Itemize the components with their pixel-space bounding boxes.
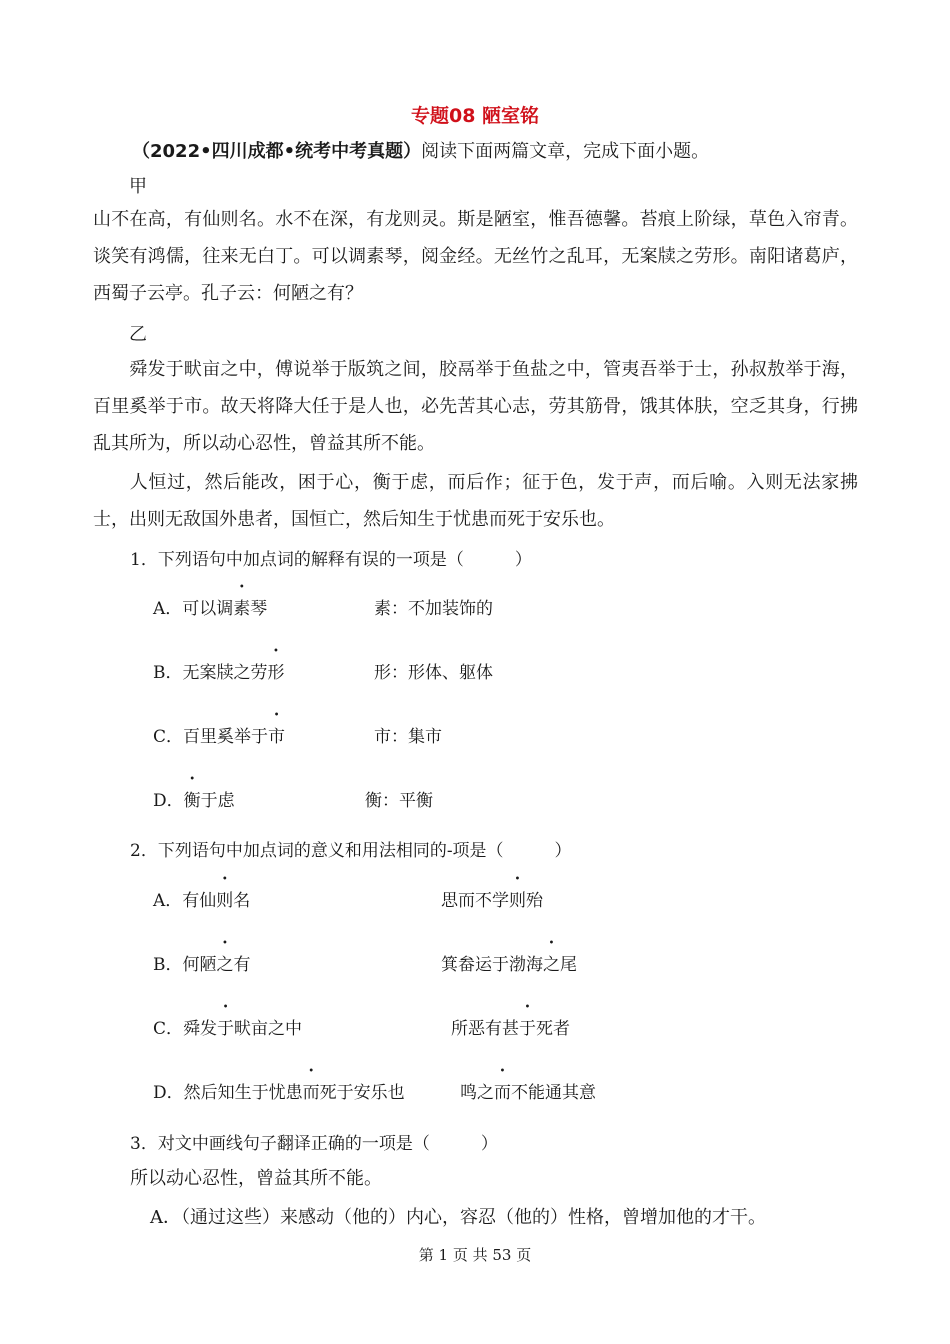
passage-yi-p1: 舜发于畎亩之中，傅说举于版筑之间，胶鬲举于鱼盐之中，管夷吾举于士，孙叔敖举于海，百里奚举于市。故天将降大任于是人也，必先苦其心志，劳其筋骨，饿其体肤，空乏其身，行拂乱其所为，所以动心忍性，曾益其所不能。 xyxy=(93,359,858,454)
q1-option-a: A．可以调素琴 xyxy=(153,599,268,619)
q1-option-b: B．无案牍之劳形 xyxy=(153,663,285,683)
passage-yi-p2: 人恒过，然后能改，困于心，衡于虑，而后作；征于色，发于声，而后喻。入则无法家拂士，出则无敌国外患者，国恒亡，然后知生于忧患而死于安乐也。 xyxy=(93,472,858,530)
q2-option-a-right: 思而不学则殆 xyxy=(441,891,543,911)
q3-option-a: A．（通过这些）来感动（他的）内心，容忍（他的）性格，曾增加他的才干。 xyxy=(150,1207,766,1228)
q1-option-d: D．衡于虑 xyxy=(153,791,235,811)
q2-option-c-right: 所恶有甚于死者 xyxy=(451,1019,570,1039)
source-tag: （2022•四川成都•统考中考真题） xyxy=(132,141,422,162)
q3-sentence: 所以动心忍性，曾益其所不能。 xyxy=(130,1168,382,1189)
q2-option-b-right: 箕畚运于渤海之尾 xyxy=(441,955,577,975)
q2-option-d-left: D．然后知生于忧患而死于安乐也 xyxy=(153,1083,405,1103)
q1-gloss-b: 形：形体、躯体 xyxy=(374,663,493,683)
q2-option-b-left: B．何陋之有 xyxy=(153,955,251,975)
passage-yi-label: 乙 xyxy=(129,324,147,345)
q2-option-a-left: A．有仙则名 xyxy=(153,891,251,911)
q2-stem: 2．下列语句中加点词的意义和用法相同的-项是（ ） xyxy=(130,841,572,861)
q1-gloss-d: 衡：平衡 xyxy=(365,791,433,811)
q2-option-c-left: C．舜发于畎亩之中 xyxy=(153,1019,303,1039)
page-footer: 第 1 页 共 53 页 xyxy=(418,1246,532,1264)
q3-stem: 3．对文中画线句子翻译正确的一项是（ ） xyxy=(130,1134,498,1154)
q1-gloss-a: 素：不加装饰的 xyxy=(374,599,493,619)
q1-option-c: C．百里奚举于市 xyxy=(153,727,286,747)
source-line xyxy=(132,137,709,163)
passage-jia-text: 山不在高，有仙则名。水不在深，有龙则灵。斯是陋室，惟吾德馨。苔痕上阶绿，草色入帘青。谈笑有鸿儒，往来无白丁。可以调素琴，阅金经。无丝竹之乱耳，无案牍之劳形。南阳诸葛庐，西蜀子云亭。孔子云：何陋之有？ xyxy=(93,209,858,304)
q1-stem: 1．下列语句中加点词的解释有误的一项是（ ） xyxy=(130,550,532,570)
page-title: 专题08 陋室铭 xyxy=(410,105,540,127)
q1-gloss-c: 市：集市 xyxy=(374,727,442,747)
instruction: 阅读下面两篇文章，完成下面小题。 xyxy=(421,141,710,162)
passage-jia-label: 甲 xyxy=(129,176,147,197)
q2-option-d-right: 鸣之而不能通其意 xyxy=(460,1083,596,1103)
